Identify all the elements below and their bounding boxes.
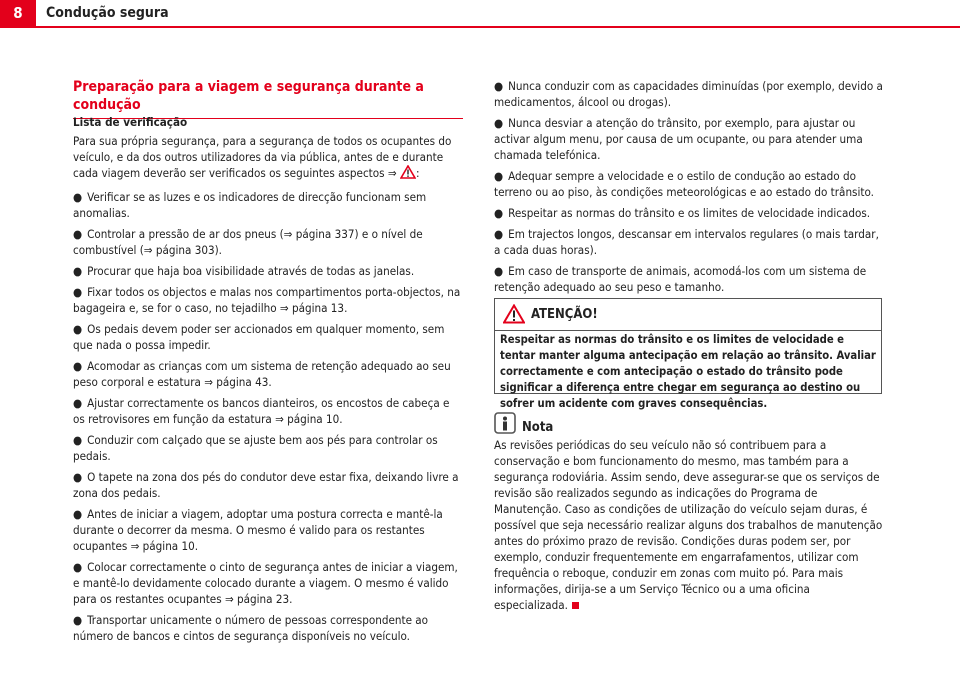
list-item: ● Colocar correctamente o cinto de segurança antes de iniciar a viagem, e mantê-lo devidamente colocado durante a viagem. O mesmo é valido para os restantes ocupantes ⇒ página 23.	[73, 560, 458, 606]
list-item: ● Nunca conduzir com as capacidades diminuídas (por exemplo, devido a medicamentos, álcool ou drogas).	[494, 79, 883, 109]
checklist-subheading: Lista de verificação	[73, 115, 188, 129]
list-item: ● Verificar se as luzes e os indicadores de direcção funcionam sem anomalias.	[73, 190, 427, 220]
warning-box	[494, 298, 882, 410]
list-item: ● Fixar todos os objectos e malas nos compartimentos porta-objectos, na bagageira e, se for o caso, no tejadilho ⇒ página 13.	[73, 285, 461, 315]
warning-header	[495, 299, 881, 331]
warning-triangle-icon	[400, 165, 416, 179]
list-item: ● O tapete na zona dos pés do condutor deve estar fixa, deixando livre a zona dos pedais.	[73, 470, 459, 500]
list-item: ● Controlar a pressão de ar dos pneus (⇒ página 337) e o nível de combustível (⇒ página 303).	[73, 227, 423, 257]
intro-colon: :	[415, 166, 420, 180]
list-item: ● Nunca desviar a atenção do trânsito, por exemplo, para ajustar ou activar algum menu, por causa de um ocupante, ou para atender uma chamada telefónica.	[494, 116, 863, 162]
list-item: ● Conduzir com calçado que se ajuste bem aos pés para controlar os pedais.	[73, 433, 438, 463]
intro-text: Para sua própria segurança, para a segurança de todos os ocupantes do veículo, e da dos outros utilizadores da via pública, antes de e durante cada viagem deverão ser verificados os seguintes aspectos ⇒	[73, 134, 452, 180]
list-item: ● Em trajectos longos, descansar em intervalos regulares (o mais tardar, a cada duas horas).	[494, 227, 879, 257]
note-paragraph	[494, 437, 886, 613]
end-of-section-marker	[572, 602, 579, 609]
list-item: ● Procurar que haja boa visibilidade através de todas as janelas.	[73, 264, 415, 278]
checklist-left	[73, 189, 463, 649]
list-item: ● Respeitar as normas do trânsito e os limites de velocidade indicados.	[494, 206, 871, 220]
list-item: ● Em caso de transporte de animais, acomodá-los com um sistema de retenção adequado ao seu peso e tamanho.	[494, 264, 867, 294]
note-text: As revisões periódicas do seu veículo não só contribuem para a conservação e bom funcionamento do mesmo, mas também para a segurança rodoviária. Assim sendo, deve assegurar-se que os serviços de revisão são realizados segundo as indicações do Programa de Manutenção. Caso as condições de utilização do veículo sejam duras, é possível que seja necessário realizar alguns dos trabalhos de manutenção antes do próximo prazo de revisão. Condições duras podem ser, por exemplo, conduzir frequentemente em engarrafamentos, utilizar com frequência o reboque, conduzir em zonas com muito pó. Para mais informações, dirija-se a um Serviço Técnico ou a uma oficina especializada.	[494, 438, 883, 612]
warning-text: Respeitar as normas do trânsito e os limites de velocidade e tentar manter alguma antecipação em relação ao trânsito. Avaliar correctamente e com antecipação o estado do trânsito pode significar a diferença entre chegar em segurança ao destino ou sofrer um acidente com graves consequências.	[500, 333, 876, 410]
section-heading: Preparação para a viagem e segurança durante a condução	[73, 78, 463, 119]
list-item: ● Antes de iniciar a viagem, adoptar uma postura correcta e mantê-la durante o decorrer da mesma. O mesmo é valido para os restantes ocupantes ⇒ página 10.	[73, 507, 443, 553]
warning-triangle-icon	[503, 304, 525, 324]
page-number: 8	[0, 0, 36, 26]
header-rule	[0, 26, 960, 28]
chapter-title: Condução segura	[46, 5, 169, 21]
list-item: ● Ajustar correctamente os bancos dianteiros, os encostos de cabeça e os retrovisores em função da estatura ⇒ página 10.	[73, 396, 450, 426]
intro-paragraph	[73, 133, 463, 181]
note-title: Nota	[522, 420, 554, 435]
checklist-right	[494, 78, 884, 300]
list-item: ● Adequar sempre a velocidade e o estilo de condução ao estado do terreno ou ao piso, às condições meteorológicas e ao estado do trânsito.	[494, 169, 874, 199]
list-item: ● Os pedais devem poder ser accionados em qualquer momento, sem que nada o possa impedir.	[73, 322, 445, 352]
note-info-icon	[494, 412, 516, 434]
warning-title: ATENÇÃO!	[531, 307, 598, 322]
list-item: ● Transportar unicamente o número de pessoas correspondente ao número de bancos e cintos de segurança disponíveis no veículo.	[73, 613, 429, 643]
list-item: ● Acomodar as crianças com um sistema de retenção adequado ao seu peso corporal e estatura ⇒ página 43.	[73, 359, 451, 389]
